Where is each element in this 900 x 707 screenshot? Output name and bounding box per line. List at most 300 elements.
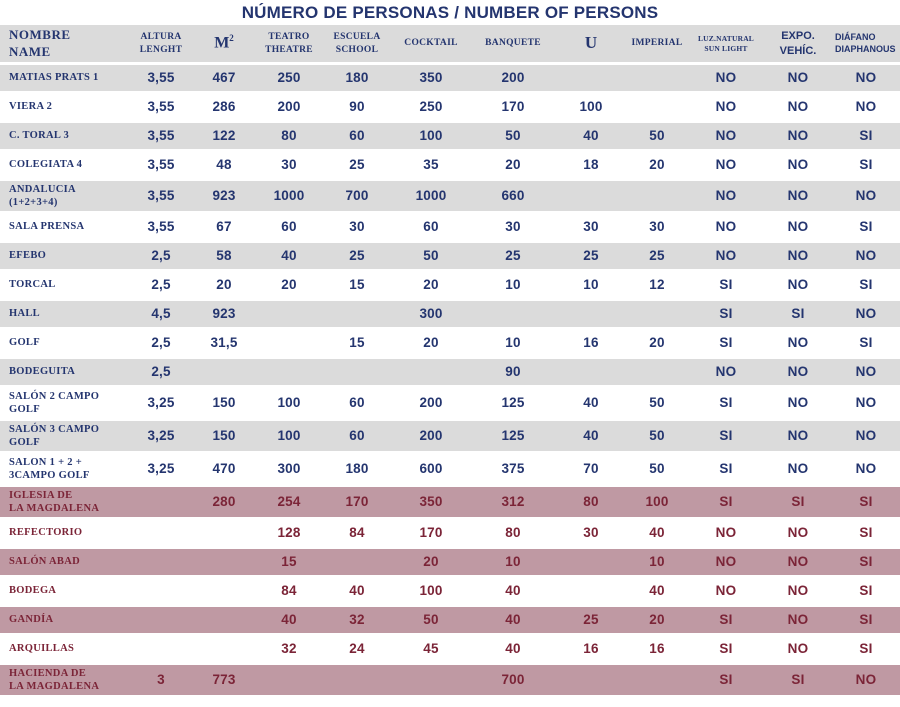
cell-escuela: 60 [349,127,365,143]
cell-u [556,181,626,211]
col-header-altura [130,25,192,62]
cell-m2: 280 [212,493,236,509]
cell-u: 40 [583,427,599,443]
cell-u [556,65,626,91]
cell-m2: 923 [212,187,236,203]
cell-escuela: 60 [349,427,365,443]
room-name [0,636,130,662]
cell-escuela: 180 [345,460,369,476]
cell-altura: 3,55 [147,127,175,143]
header-label: ESCUELA [333,32,381,43]
cell-teatro: 40 [281,611,297,627]
room-name [0,330,130,356]
cell-expo-vehic: NO [787,69,809,85]
cell-banquete: 125 [501,427,525,443]
room-name-line: SALÓN 2 CAMPO [9,390,100,402]
cell-m2: 923 [212,305,236,321]
cell-expo-vehic: NO [787,553,809,569]
cell-expo-vehic: NO [787,187,809,203]
room-name [0,388,130,418]
cell-diafano: SI [859,334,873,350]
cell-cocktail: 170 [419,524,443,540]
cell-banquete: 40 [505,582,521,598]
cell-altura: 3,55 [147,156,175,172]
table-row [0,388,900,418]
header-label: DIAPHANOUS [835,43,896,54]
cell-u [556,578,626,604]
header-label: COCKTAIL [404,38,458,49]
cell-cocktail: 250 [419,98,443,114]
table-row [0,94,900,120]
cell-u: 16 [583,640,599,656]
cell-m2: 67 [216,218,232,234]
header-label: THEATRE [265,44,313,55]
table-row [0,272,900,298]
cell-escuela: 700 [345,187,369,203]
cell-banquete: 660 [501,187,525,203]
cell-luz-natural: SI [719,493,733,509]
cell-diafano: NO [855,363,877,379]
cell-altura: 3 [157,671,165,687]
cell-m2 [192,578,256,604]
room-name [0,578,130,604]
room-name [0,181,130,211]
table-row [0,330,900,356]
header-label: TEATRO [268,32,310,43]
col-header-nombre [0,25,130,62]
cell-escuela [322,549,392,575]
cell-banquete: 25 [505,247,521,263]
cell-diafano: NO [855,98,877,114]
table-row [0,549,900,575]
cell-teatro [256,301,322,327]
cell-escuela: 24 [349,640,365,656]
cell-luz-natural: SI [719,276,733,292]
col-header-luz-natural [688,25,764,62]
cell-expo-vehic: NO [787,394,809,410]
cell-banquete: 170 [501,98,525,114]
cell-imperial: 25 [649,247,665,263]
room-name [0,520,130,546]
cell-u: 70 [583,460,599,476]
cell-imperial: 50 [649,394,665,410]
cell-banquete: 312 [501,493,525,509]
cell-expo-vehic: NO [787,156,809,172]
cell-expo-vehic: NO [787,611,809,627]
cell-banquete: 200 [501,69,525,85]
cell-expo-vehic: SI [791,493,805,509]
cell-cocktail: 1000 [415,187,447,203]
cell-teatro: 40 [281,247,297,263]
cell-banquete: 375 [501,460,525,476]
table-row [0,578,900,604]
cell-altura: 2,5 [151,247,171,263]
cell-m2: 31,5 [210,334,238,350]
cell-u: 40 [583,394,599,410]
cell-imperial: 30 [649,218,665,234]
header-label: BANQUETE [485,38,541,49]
cell-diafano: SI [859,524,873,540]
table-row [0,123,900,149]
cell-escuela [322,665,392,695]
cell-escuela [322,301,392,327]
cell-imperial: 20 [649,611,665,627]
cell-expo-vehic: NO [787,247,809,263]
room-name [0,549,130,575]
cell-diafano: NO [855,671,877,687]
cell-escuela: 15 [349,276,365,292]
cell-escuela: 25 [349,247,365,263]
cell-cocktail: 50 [423,247,439,263]
room-name-line: 3CAMPO GOLF [9,470,90,481]
cell-banquete [470,301,556,327]
cell-imperial: 10 [649,553,665,569]
header-label: IMPERIAL [631,38,683,49]
col-header-escuela [322,25,392,62]
cell-altura: 4,5 [151,305,171,321]
col-header-imperial [626,25,688,62]
room-name-line: REFECTORIO [9,527,83,539]
table-row [0,214,900,240]
cell-diafano: SI [859,553,873,569]
cell-altura: 3,55 [147,218,175,234]
cell-teatro [256,665,322,695]
cell-escuela: 15 [349,334,365,350]
cell-diafano: SI [859,276,873,292]
room-name-line: TORCAL [9,279,56,291]
cell-expo-vehic: NO [787,582,809,598]
cell-imperial: 50 [649,460,665,476]
header-label: NAME [9,43,51,59]
cell-altura: 3,25 [147,427,175,443]
cell-imperial: 50 [649,427,665,443]
room-name-line: SALÓN ABAD [9,556,80,568]
cell-m2 [192,607,256,633]
cell-altura [130,607,192,633]
col-header-diafano [832,25,900,62]
cell-altura: 3,25 [147,394,175,410]
table-row [0,454,900,484]
cell-altura: 2,5 [151,334,171,350]
cell-diafano: SI [859,218,873,234]
cell-banquete: 700 [501,671,525,687]
cell-imperial: 16 [649,640,665,656]
cell-luz-natural: NO [715,524,737,540]
header-label: SCHOOL [335,44,379,55]
room-name-line: EFEBO [9,250,47,262]
cell-expo-vehic: NO [787,127,809,143]
header-label: SUN LIGHT [704,43,748,53]
cell-expo-vehic: SI [791,671,805,687]
table-row [0,301,900,327]
table-row [0,65,900,91]
room-name [0,272,130,298]
table-row [0,487,900,517]
cell-banquete: 10 [505,276,521,292]
table-header [0,25,900,62]
cell-teatro: 128 [277,524,301,540]
cell-luz-natural: NO [715,582,737,598]
header-label-text: M [214,34,230,52]
capacity-table [0,25,900,695]
cell-cocktail: 100 [419,582,443,598]
cell-banquete: 40 [505,611,521,627]
cell-cocktail: 35 [423,156,439,172]
cell-u: 40 [583,127,599,143]
cell-escuela: 30 [349,218,365,234]
cell-diafano: SI [859,582,873,598]
cell-m2 [192,520,256,546]
cell-banquete: 20 [505,156,521,172]
cell-escuela: 170 [345,493,369,509]
cell-imperial: 20 [649,156,665,172]
room-name-line: (1+2+3+4) [9,197,58,208]
table-row [0,665,900,695]
table-row [0,243,900,269]
cell-cocktail: 45 [423,640,439,656]
cell-u: 25 [583,611,599,627]
cell-m2: 467 [212,69,236,85]
cell-luz-natural: SI [719,305,733,321]
cell-luz-natural: SI [719,460,733,476]
room-name [0,665,130,695]
cell-diafano: SI [859,156,873,172]
col-header-cocktail [392,25,470,62]
cell-banquete: 30 [505,218,521,234]
cell-escuela [322,359,392,385]
cell-m2: 48 [216,156,232,172]
cell-diafano: NO [855,394,877,410]
cell-altura: 3,55 [147,98,175,114]
header-label [214,33,234,54]
room-name-line: BODEGA [9,585,57,597]
cell-cocktail: 200 [419,394,443,410]
cell-imperial: 100 [645,493,669,509]
cell-teatro: 250 [277,69,301,85]
cell-teatro: 20 [281,276,297,292]
room-name [0,454,130,484]
cell-teatro [256,359,322,385]
header-label: NOMBRE [9,26,71,42]
room-name-line: SALON 1 + 2 + [9,456,83,468]
room-name-line: SALA PRENSA [9,221,85,233]
room-name [0,607,130,633]
cell-cocktail: 100 [419,127,443,143]
cell-imperial: 12 [649,276,665,292]
cell-expo-vehic: NO [787,460,809,476]
cell-teatro: 60 [281,218,297,234]
cell-diafano: SI [859,127,873,143]
page-title: NÚMERO DE PERSONAS / NUMBER OF PERSONS [241,3,659,22]
header-label: DIÁFANO [835,31,876,42]
cell-diafano: NO [855,460,877,476]
cell-teatro: 254 [277,493,301,509]
cell-teatro: 300 [277,460,301,476]
cell-expo-vehic: NO [787,427,809,443]
cell-m2: 470 [212,460,236,476]
cell-altura: 3,55 [147,69,175,85]
cell-cocktail: 350 [419,69,443,85]
cell-m2 [192,636,256,662]
cell-cocktail: 20 [423,553,439,569]
col-header-expo-vehic [764,25,832,62]
cell-diafano: NO [855,247,877,263]
cell-luz-natural: NO [715,187,737,203]
cell-m2 [192,549,256,575]
cell-imperial: 20 [649,334,665,350]
cell-altura [130,549,192,575]
cell-banquete: 80 [505,524,521,540]
cell-diafano: SI [859,611,873,627]
cell-altura [130,578,192,604]
room-name-line: IGLESIA DE [9,489,73,501]
cell-cocktail: 20 [423,334,439,350]
cell-altura [130,520,192,546]
cell-escuela: 84 [349,524,365,540]
room-name [0,94,130,120]
header-label-superscript: 2 [229,32,234,43]
cell-u: 30 [583,524,599,540]
cell-luz-natural: NO [715,69,737,85]
room-name-line: HACIENDA DE [9,667,87,679]
cell-teatro: 84 [281,582,297,598]
cell-cocktail: 60 [423,218,439,234]
cell-u: 16 [583,334,599,350]
table-row [0,359,900,385]
cell-m2: 58 [216,247,232,263]
cell-luz-natural: SI [719,640,733,656]
cell-luz-natural: NO [715,218,737,234]
cell-luz-natural: SI [719,334,733,350]
table-body [0,65,900,695]
cell-escuela: 90 [349,98,365,114]
room-name-line: VIERA 2 [9,101,53,113]
cell-cocktail: 600 [419,460,443,476]
cell-u [556,359,626,385]
table-row [0,607,900,633]
room-name-line: ANDALUCIA [9,183,76,195]
cell-cocktail: 300 [419,305,443,321]
cell-teatro [256,330,322,356]
cell-expo-vehic: SI [791,305,805,321]
cell-u [556,665,626,695]
cell-altura: 2,5 [151,276,171,292]
header-label: ALTURA [140,32,182,43]
room-name-line: LA MAGDALENA [9,681,100,692]
cell-luz-natural: NO [715,98,737,114]
room-name-line: SALÓN 3 CAMPO [9,423,100,435]
cell-luz-natural: NO [715,247,737,263]
cell-luz-natural: NO [715,156,737,172]
cell-teatro: 200 [277,98,301,114]
cell-teatro: 80 [281,127,297,143]
cell-banquete: 40 [505,640,521,656]
header-label: EXPO. VEHÍC. [779,30,817,57]
cell-luz-natural: SI [719,611,733,627]
cell-imperial [626,181,688,211]
cell-diafano: NO [855,427,877,443]
cell-imperial: 40 [649,524,665,540]
cell-m2: 773 [212,671,236,687]
cell-luz-natural: SI [719,671,733,687]
cell-cocktail: 200 [419,427,443,443]
cell-m2 [192,359,256,385]
room-name [0,487,130,517]
table-row [0,181,900,211]
room-name [0,359,130,385]
cell-banquete: 90 [505,363,521,379]
room-name [0,301,130,327]
cell-imperial [626,359,688,385]
cell-luz-natural: NO [715,363,737,379]
cell-luz-natural: SI [719,427,733,443]
cell-teatro: 32 [281,640,297,656]
room-name [0,123,130,149]
col-header-banquete [470,25,556,62]
cell-m2: 150 [212,394,236,410]
cell-u [556,549,626,575]
cell-expo-vehic: NO [787,524,809,540]
cell-teatro: 100 [277,427,301,443]
cell-luz-natural: NO [715,127,737,143]
cell-diafano: NO [855,187,877,203]
cell-cocktail [392,665,470,695]
cell-escuela: 25 [349,156,365,172]
room-name-line: GANDÍA [9,614,54,626]
header-label: U [584,33,598,53]
cell-u: 80 [583,493,599,509]
cell-u: 10 [583,276,599,292]
cell-imperial [626,301,688,327]
cell-diafano: NO [855,305,877,321]
cell-escuela: 180 [345,69,369,85]
cell-u [556,301,626,327]
cell-banquete: 50 [505,127,521,143]
room-name-line: HALL [9,308,40,320]
table-row [0,152,900,178]
header-label: LENGHT [139,44,183,55]
cell-imperial: 50 [649,127,665,143]
cell-expo-vehic: NO [787,98,809,114]
room-name-line: GOLF [9,404,40,415]
cell-altura: 3,55 [147,187,175,203]
cell-teatro: 1000 [273,187,305,203]
col-header-teatro [256,25,322,62]
room-name-line: COLEGIATA 4 [9,159,83,171]
cell-cocktail: 350 [419,493,443,509]
cell-u: 30 [583,218,599,234]
cell-banquete: 10 [505,553,521,569]
cell-expo-vehic: NO [787,640,809,656]
room-name-line: GOLF [9,437,40,448]
cell-m2: 286 [212,98,236,114]
room-name-line: GOLF [9,337,40,349]
cell-cocktail: 20 [423,276,439,292]
cell-expo-vehic: NO [787,334,809,350]
cell-expo-vehic: NO [787,218,809,234]
cell-escuela: 60 [349,394,365,410]
cell-luz-natural: SI [719,394,733,410]
cell-expo-vehic: NO [787,363,809,379]
cell-banquete: 125 [501,394,525,410]
cell-banquete: 10 [505,334,521,350]
header-label: LUZ.NATURAL [697,33,755,43]
room-name-line: MATIAS PRATS 1 [9,72,99,84]
cell-cocktail [392,359,470,385]
room-name-line: ARQUILLAS [9,643,75,655]
cell-m2: 150 [212,427,236,443]
cell-escuela: 32 [349,611,365,627]
